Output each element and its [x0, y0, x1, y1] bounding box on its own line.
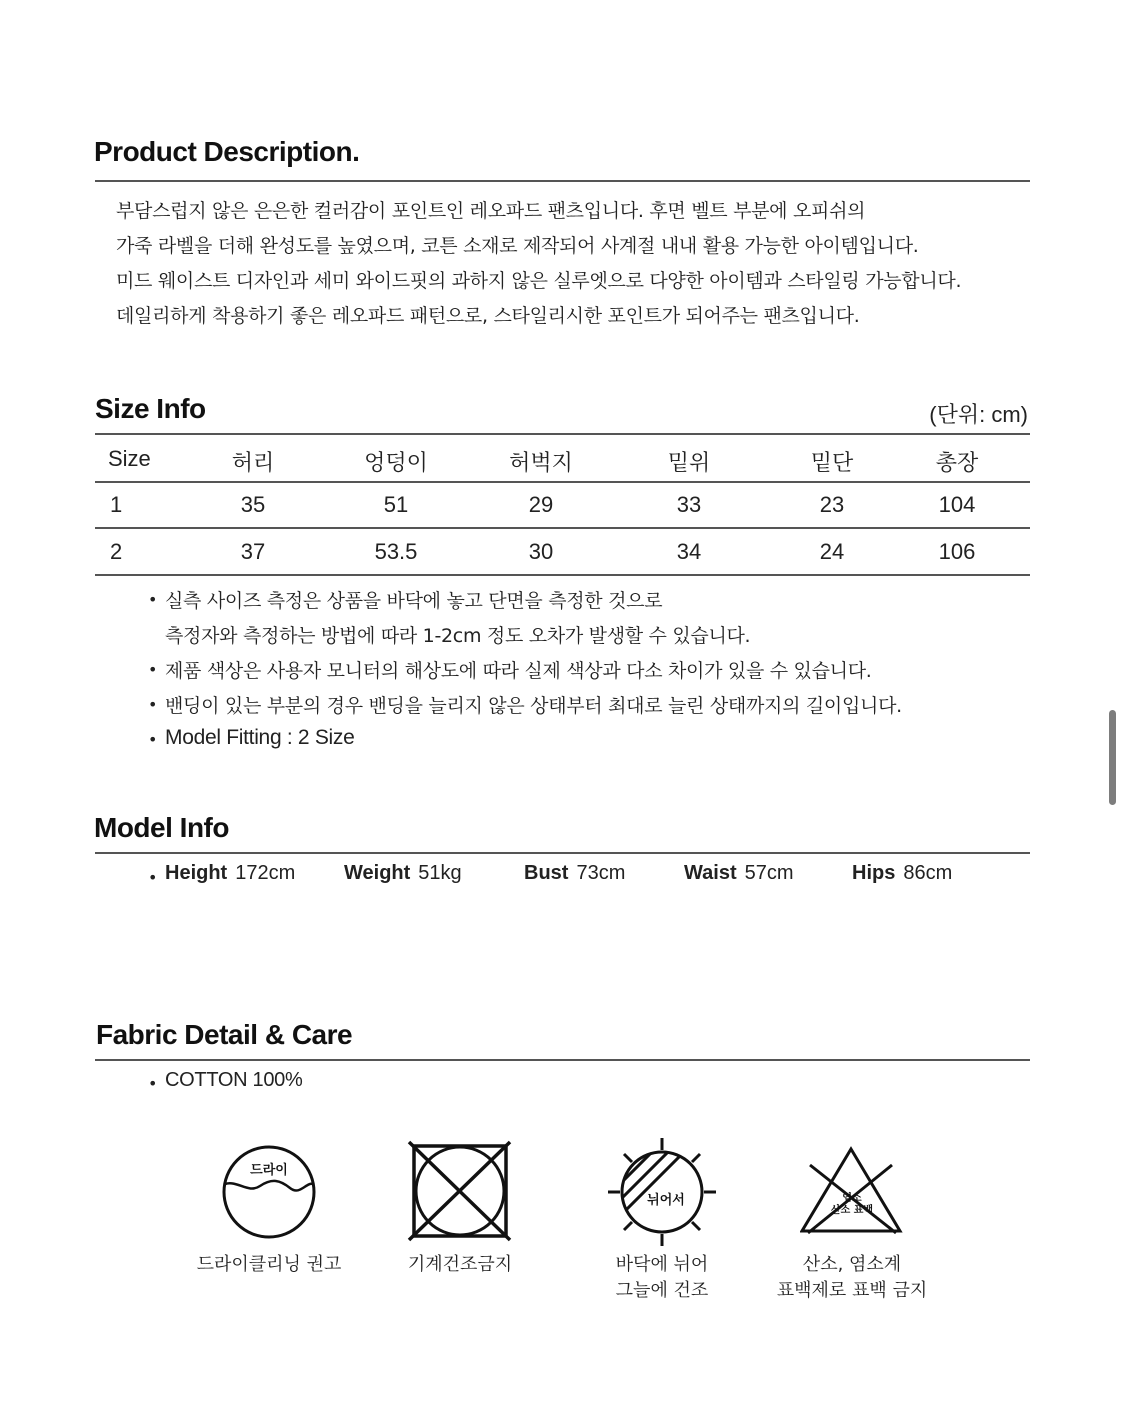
- bullet: •: [148, 1074, 158, 1093]
- table-cell: 24: [819, 539, 845, 564]
- svg-text:염소: 염소: [842, 1193, 862, 1204]
- fabric-care-title: Fabric Detail & Care: [96, 1019, 353, 1050]
- note-text: 밴딩이 있는 부분의 경우 밴딩을 늘리지 않은 상태부터 최대로 늘린 상태까지의 길이입니다.: [165, 695, 902, 717]
- bullet: •: [148, 660, 158, 679]
- column-header: Size: [108, 446, 151, 471]
- description-line: 데일리하게 착용하기 좋은 레오파드 패턴으로, 스타일리시한 포인트가 되어주는 팬츠입니다.: [116, 305, 860, 327]
- product-description-title: Product Description.: [94, 136, 360, 167]
- note-text: 실측 사이즈 측정은 상품을 바닥에 놓고 단면을 측정한 것으로: [165, 590, 663, 612]
- column-header: 허벅지: [509, 450, 573, 475]
- care-label: 드라이클리닝 권고: [196, 1254, 342, 1275]
- table-cell: 33: [676, 492, 702, 517]
- model-info-title: Model Info: [94, 812, 229, 843]
- divider: [95, 481, 1030, 483]
- model-hips: Hips 86cm: [852, 862, 953, 884]
- bullet: •: [148, 695, 158, 714]
- table-cell: 23: [819, 492, 845, 517]
- size-info-title: Size Info: [95, 393, 206, 424]
- column-header: 밑단: [810, 450, 854, 475]
- table-cell: 34: [676, 539, 702, 564]
- svg-text:드라이: 드라이: [250, 1163, 288, 1178]
- model-weight: Weight 51kg: [344, 862, 462, 884]
- care-label: 산소, 염소계: [802, 1254, 902, 1275]
- dry-flat-shade-icon: [606, 1138, 718, 1246]
- column-header: 밑위: [667, 450, 711, 475]
- table-cell: 35: [240, 492, 266, 517]
- bullet: •: [148, 590, 158, 609]
- table-cell: 53.5: [374, 539, 418, 564]
- svg-text:뉘어서: 뉘어서: [647, 1193, 685, 1208]
- table-cell: 104: [938, 492, 976, 517]
- divider: [95, 180, 1030, 182]
- care-label: 표백제로 표백 금지: [776, 1280, 928, 1301]
- care-label: 기계건조금지: [407, 1254, 513, 1275]
- material-text: COTTON 100%: [165, 1069, 303, 1091]
- bullet: •: [148, 730, 158, 749]
- unit-label: (단위: cm): [929, 402, 1028, 427]
- model-waist: Waist 57cm: [684, 862, 794, 884]
- care-label: 바닥에 뉘어: [615, 1254, 709, 1275]
- column-header: 총장: [935, 450, 979, 475]
- model-bust: Bust 73cm: [524, 862, 626, 884]
- model-height: Height 172cm: [165, 862, 296, 884]
- note-text: 측정자와 측정하는 방법에 따라 1-2cm 정도 오차가 발생할 수 있습니다.: [165, 625, 751, 647]
- svg-text:산소 표백: 산소 표백: [830, 1205, 874, 1216]
- no-tumble-dry-icon: [406, 1140, 514, 1242]
- table-cell: 1: [110, 492, 123, 517]
- divider: [95, 852, 1030, 854]
- no-bleach-icon: [800, 1145, 904, 1237]
- bullet: •: [148, 868, 158, 887]
- table-cell: 51: [383, 492, 409, 517]
- table-cell: 30: [528, 539, 554, 564]
- table-cell: 29: [528, 492, 554, 517]
- table-cell: 106: [938, 539, 976, 564]
- description-line: 부담스럽지 않은 은은한 컬러감이 포인트인 레오파드 팬츠입니다. 후면 벨트 부분에 오피쉬의: [116, 200, 866, 222]
- table-cell: 2: [110, 539, 123, 564]
- scrollbar-thumb[interactable]: [1109, 710, 1116, 805]
- care-label: 그늘에 건조: [615, 1280, 709, 1301]
- table-cell: 37: [240, 539, 266, 564]
- divider: [95, 1059, 1030, 1061]
- description-line: 미드 웨이스트 디자인과 세미 와이드핏의 과하지 않은 실루엣으로 다양한 아이템과 스타일링 가능합니다.: [116, 270, 962, 292]
- note-text: 제품 색상은 사용자 모니터의 해상도에 따라 실제 색상과 다소 차이가 있을 수 있습니다.: [165, 660, 872, 682]
- note-text: Model Fitting : 2 Size: [165, 726, 355, 749]
- column-header: 허리: [231, 450, 275, 475]
- dry-clean-icon: [218, 1142, 320, 1242]
- divider: [95, 527, 1030, 529]
- divider: [95, 574, 1030, 576]
- divider: [95, 433, 1030, 435]
- description-line: 가죽 라벨을 더해 완성도를 높였으며, 코튼 소재로 제작되어 사계절 내내 활용 가능한 아이템입니다.: [116, 235, 919, 257]
- column-header: 엉덩이: [364, 450, 428, 475]
